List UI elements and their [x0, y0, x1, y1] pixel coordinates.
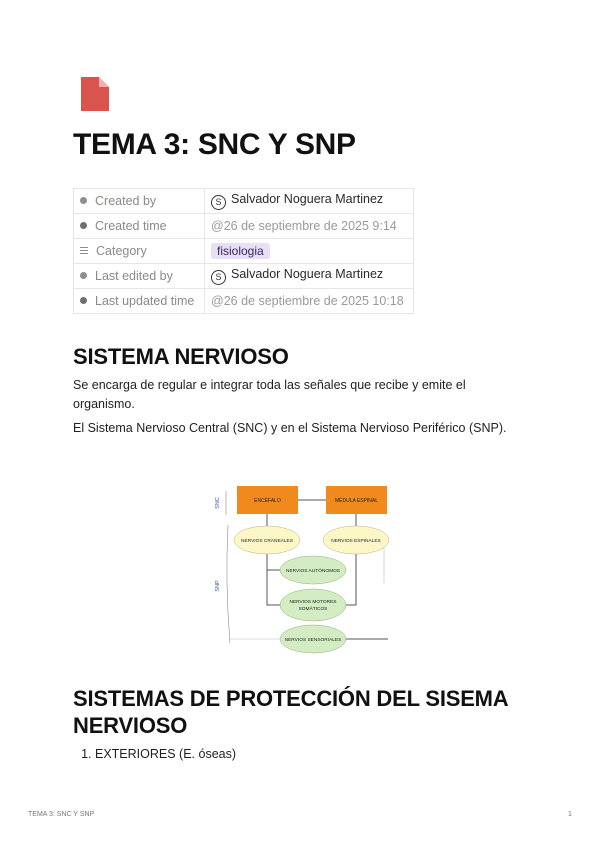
property-row-category	[74, 239, 414, 264]
clock-icon	[80, 222, 87, 229]
person-icon	[80, 272, 87, 279]
document-icon	[81, 77, 109, 111]
property-key: Category	[96, 244, 147, 258]
property-key: Created by	[95, 194, 157, 208]
craneales-label: NERVIOS CRANEALES	[241, 539, 293, 544]
footer-page-number: 1	[568, 811, 572, 818]
property-key: Last updated time	[95, 294, 195, 308]
property-row-last-updated-time	[74, 289, 414, 314]
motores-label-2: SOMÁTICOS	[298, 607, 328, 612]
property-value: @26 de septiembre de 2025 9:14	[211, 219, 397, 233]
property-key: Created time	[95, 219, 167, 233]
section-heading: SISTEMAS DE PROTECCIÓN DEL SISEMA NERVIOSO	[73, 686, 508, 738]
property-row-created-time	[74, 214, 414, 239]
property-row-created-by	[74, 189, 414, 214]
paragraph: El Sistema Nervioso Central (SNC) y en el Sistema Nervioso Periférico (SNP).	[73, 421, 507, 435]
list-item: 1. EXTERIORES (E. óseas)	[95, 747, 236, 761]
paragraph: Se encarga de regular e integrar toda las señales que recibe y emite el organismo.	[73, 378, 466, 411]
property-row-last-edited-by	[74, 264, 414, 289]
list-icon	[80, 247, 88, 254]
page-title: TEMA 3: SNC Y SNP	[73, 128, 356, 161]
category-tag[interactable]: fisiologia	[211, 243, 270, 259]
sensoriales-label: NERVIOS SENSORIALES	[284, 638, 342, 643]
nervios-motores-node	[280, 589, 346, 621]
clock-icon	[80, 297, 87, 304]
label-snc: SNC	[215, 497, 221, 509]
motores-label: NERVIOS MOTORES	[289, 600, 337, 605]
user-avatar-icon: S	[211, 270, 226, 285]
nervous-system-diagram	[212, 483, 392, 658]
encefalo-label: ENCÉFALO	[254, 498, 281, 504]
user-avatar-icon: S	[211, 195, 226, 210]
property-value: @26 de septiembre de 2025 10:18	[211, 294, 404, 308]
label-snp: SNP	[215, 580, 221, 592]
property-value[interactable]: Salvador Noguera Martinez	[231, 267, 384, 281]
medula-label: MÉDULA ESPINAL	[334, 498, 379, 504]
footer-title: TEMA 3: SNC Y SNP	[28, 811, 95, 818]
espinales-label: NERVIOS ESPINALES	[331, 539, 381, 544]
protection-list	[73, 747, 236, 761]
person-icon	[80, 197, 87, 204]
property-key: Last edited by	[95, 269, 173, 283]
property-value[interactable]: Salvador Noguera Martinez	[231, 192, 384, 206]
autonomos-label: NERVIOS AUTÓNOMOS	[285, 569, 341, 574]
section-heading: SISTEMA NERVIOSO	[73, 344, 289, 369]
properties-table	[73, 188, 414, 314]
